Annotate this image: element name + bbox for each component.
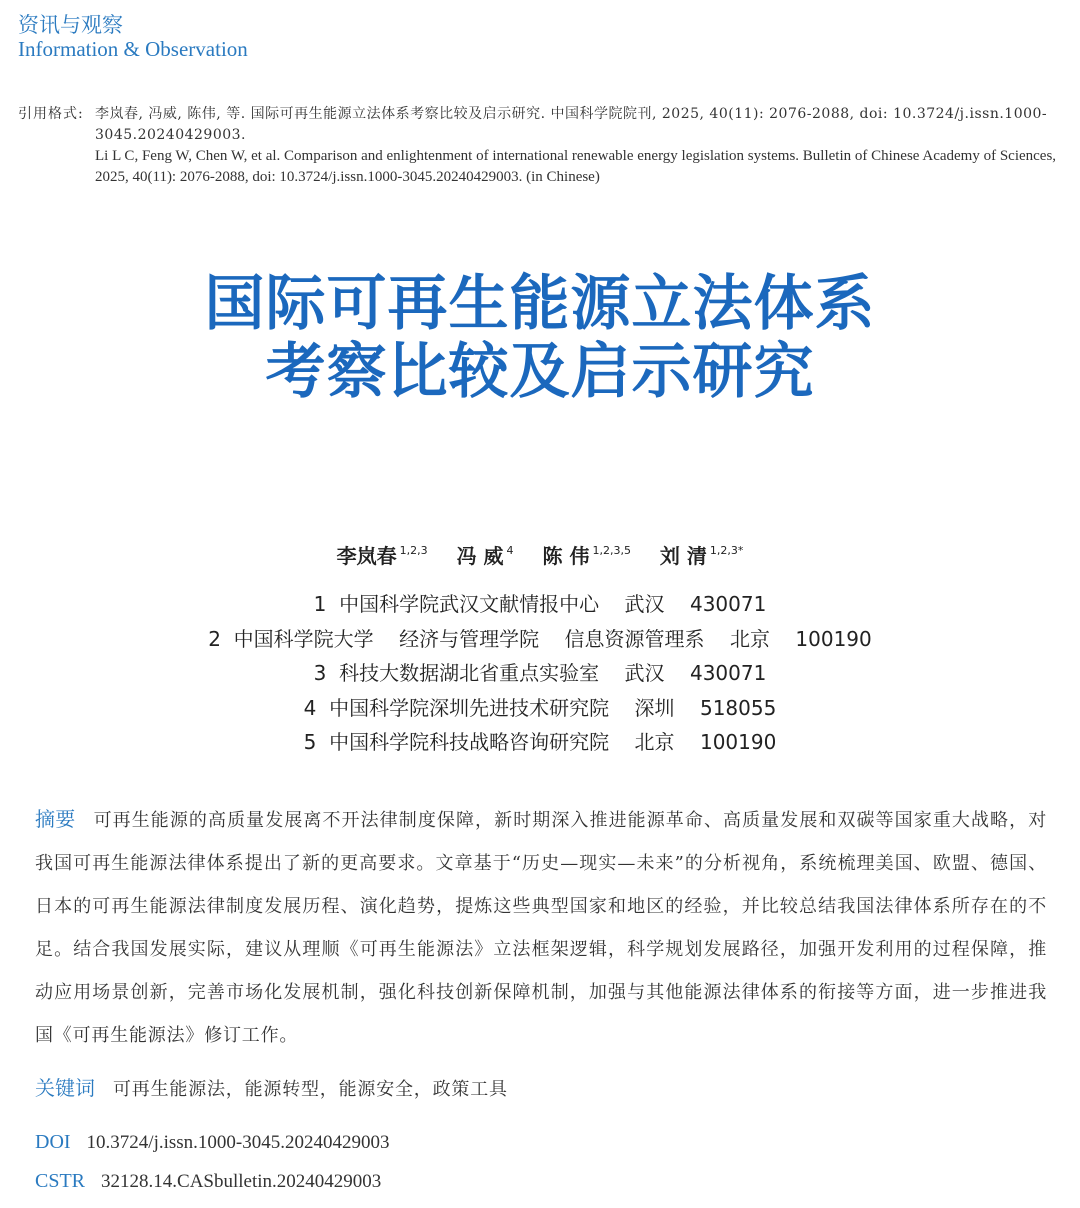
cstr-value: 32128.14.CASbulletin.20240429003	[101, 1171, 382, 1192]
affiliation-item: 1 中国科学院武汉文献情报中心 武汉 430071	[313, 592, 767, 616]
affiliation-item: 5 中国科学院科技战略咨询研究院 北京 100190	[303, 730, 777, 754]
keywords-text: 可再生能源法，能源转型，能源安全，政策工具	[113, 1079, 508, 1100]
affiliation-list	[0, 587, 1080, 760]
affiliation-item: 2 中国科学院大学 经济与管理学院 信息资源管理系 北京 100190	[208, 626, 872, 651]
author-name: 刘 清	[659, 544, 707, 568]
paper-title	[0, 270, 1080, 406]
keywords-section	[35, 1071, 1047, 1107]
cstr-label: CSTR	[35, 1170, 86, 1192]
abstract-text: 可再生能源的高质量发展离不开法律制度保障，新时期深入推进能源革命、高质量发展和双碳等国家重大战略，对我国可再生能源法律体系提出了新的更高要求。文章基于“历史—现实—未来”的分析视角，系统梳理美国、欧盟、德国、日本的可再生能源法律制度发展历程、演化趋势，提炼这些典型国家和地区的经验，并比较总结我国法律体系所存在的不足。结合我国发展实际，建议从理顺《可再生能源法》立法框架逻辑，科学规划发展路径，加强开发利用的过程保障，推动应用场景创新，完善市场化发展机制，强化科技创新保障机制，加强与其他能源法律体系的衔接等方面，进一步推进我国《可再生能源法》修订工作。	[35, 810, 1048, 1046]
section-title-cn: 资讯与观察	[18, 13, 123, 37]
author-name: 冯 威	[456, 544, 504, 568]
author-affiliation-marks: 4	[506, 544, 514, 557]
paper-title-line-1: 国际可再生能源立法体系	[204, 269, 876, 339]
keywords-label: 关键词	[35, 1076, 95, 1100]
section-title-en: Information & Observation	[18, 37, 248, 61]
author-affiliation-marks: 1,2,3	[399, 544, 428, 557]
citation-cn: 李岚春, 冯威, 陈伟, 等. 国际可再生能源立法体系考察比较及启示研究. 中国科学院院刊, 2025, 40(11): 2076-2088, doi: 10.3724/j.issn.1000-3045.20240429003.	[95, 106, 1048, 143]
author-affiliation-marks: 1,2,3,5	[592, 544, 631, 557]
affiliation-item: 3 科技大数据湖北省重点实验室 武汉 430071	[313, 661, 767, 685]
author-name: 陈 伟	[542, 544, 590, 568]
author-list	[0, 540, 1080, 569]
doi-value: 10.3724/j.issn.1000-3045.20240429003	[86, 1132, 390, 1153]
abstract-section	[35, 798, 1047, 1057]
author-name: 李岚春	[336, 544, 397, 568]
citation-label: 引用格式:	[18, 106, 84, 122]
author-affiliation-marks: 1,2,3*	[709, 544, 744, 557]
citation-en: Li L C, Feng W, Chen W, et al. Comparison and enlightenment of international renewable energy legislation systems. Bulletin of Chinese Academy of Sciences, 2025, 40(11): 2076-2088, doi: 10.3724/j.issn.1000-3045.20240429003. (in Chinese)	[95, 148, 1057, 185]
affiliation-item: 4 中国科学院深圳先进技术研究院 深圳 518055	[303, 695, 777, 720]
author	[337, 544, 428, 568]
cstr-row	[35, 1170, 1047, 1193]
abstract-label: 摘要	[35, 807, 76, 831]
author	[660, 544, 743, 568]
doi-row	[35, 1131, 1047, 1154]
author	[457, 544, 514, 568]
author	[543, 544, 631, 568]
doi-label: DOI	[35, 1131, 71, 1153]
paper-title-line-2: 考察比较及启示研究	[265, 337, 815, 407]
citation-block	[18, 104, 1068, 188]
